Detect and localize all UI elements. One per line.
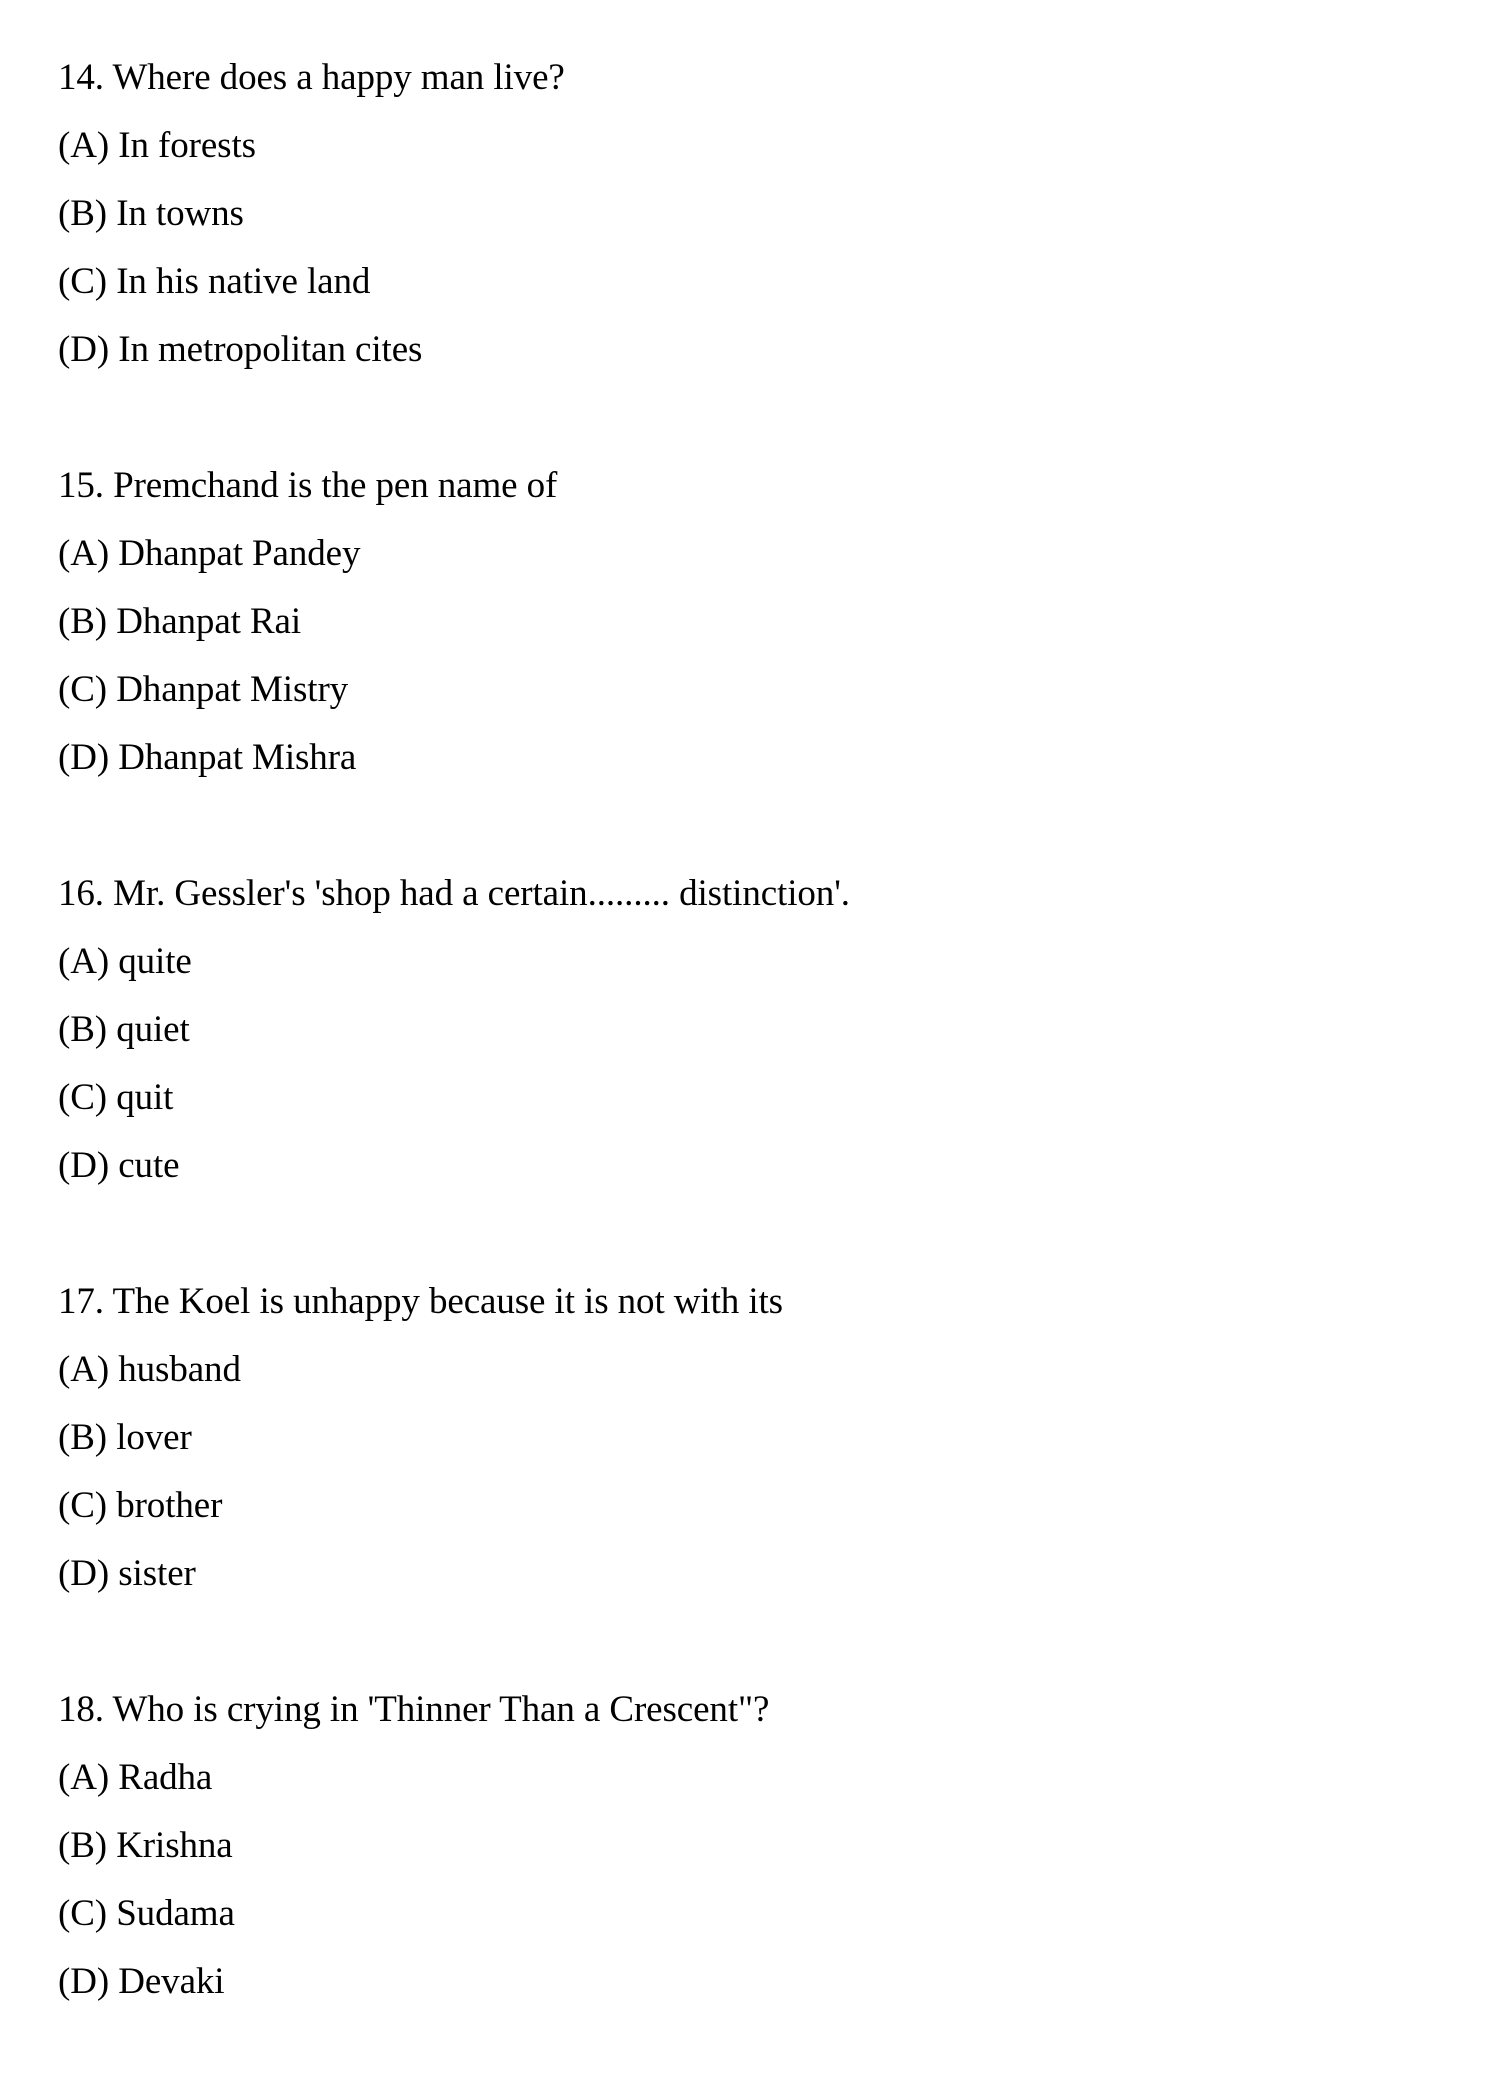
option-label: (C)	[58, 261, 108, 302]
question-number: 16.	[58, 873, 104, 914]
option-text: quite	[118, 941, 192, 982]
question-number: 15.	[58, 465, 104, 506]
question-prompt	[58, 452, 1505, 520]
option-text: brother	[116, 1485, 223, 1526]
option-text: In metropolitan cites	[118, 329, 423, 370]
option-text: In towns	[116, 193, 244, 234]
option-label: (A)	[58, 533, 110, 574]
question-16	[58, 860, 1505, 1200]
option-d	[58, 1540, 1505, 1608]
question-15	[58, 452, 1505, 792]
option-c	[58, 656, 1505, 724]
option-b	[58, 996, 1505, 1064]
question-18	[58, 1676, 1505, 2016]
option-text: sister	[118, 1553, 196, 1594]
option-text: Dhanpat Mistry	[116, 669, 349, 710]
option-label: (D)	[58, 1961, 110, 2002]
option-label: (D)	[58, 1553, 110, 1594]
option-text: quiet	[116, 1009, 190, 1050]
option-label: (A)	[58, 1757, 110, 1798]
option-text: In his native land	[116, 261, 371, 302]
option-label: (A)	[58, 125, 110, 166]
option-text: In forests	[118, 125, 256, 166]
option-text: quit	[116, 1077, 174, 1118]
option-c	[58, 1064, 1505, 1132]
option-label: (B)	[58, 1009, 108, 1050]
option-label: (D)	[58, 329, 110, 370]
option-text: Devaki	[118, 1961, 225, 2002]
option-a	[58, 1744, 1505, 1812]
option-text: husband	[118, 1349, 241, 1390]
option-label: (A)	[58, 941, 110, 982]
option-a	[58, 112, 1505, 180]
option-c	[58, 1880, 1505, 1948]
option-b	[58, 588, 1505, 656]
option-b	[58, 1404, 1505, 1472]
question-number: 14.	[58, 57, 104, 98]
option-a	[58, 1336, 1505, 1404]
question-17	[58, 1268, 1505, 1608]
option-c	[58, 248, 1505, 316]
option-a	[58, 928, 1505, 996]
option-text: cute	[118, 1145, 180, 1186]
option-label: (B)	[58, 1825, 108, 1866]
option-label: (D)	[58, 737, 110, 778]
question-prompt	[58, 1268, 1505, 1336]
option-d	[58, 316, 1505, 384]
question-prompt	[58, 44, 1505, 112]
option-d	[58, 724, 1505, 792]
option-label: (C)	[58, 669, 108, 710]
question-number: 17.	[58, 1281, 104, 1322]
option-text: Dhanpat Rai	[116, 601, 302, 642]
option-d	[58, 1132, 1505, 1200]
question-14	[58, 44, 1505, 384]
question-text: Who is crying in 'Thinner Than a Crescent"?	[112, 1689, 770, 1730]
option-c	[58, 1472, 1505, 1540]
question-prompt	[58, 860, 1505, 928]
option-a	[58, 520, 1505, 588]
option-b	[58, 180, 1505, 248]
option-label: (D)	[58, 1145, 110, 1186]
question-number: 18.	[58, 1689, 104, 1730]
option-label: (A)	[58, 1349, 110, 1390]
option-text: Dhanpat Mishra	[118, 737, 357, 778]
option-text: Krishna	[116, 1825, 233, 1866]
option-b	[58, 1812, 1505, 1880]
question-page	[58, 44, 1505, 2084]
question-prompt	[58, 1676, 1505, 1744]
question-text: Where does a happy man live?	[112, 57, 565, 98]
question-text: Premchand is the pen name of	[113, 465, 558, 506]
option-label: (C)	[58, 1077, 108, 1118]
option-label: (B)	[58, 193, 108, 234]
option-label: (C)	[58, 1485, 108, 1526]
question-text: Mr. Gessler's 'shop had a certain......... distinction'.	[113, 873, 850, 914]
option-label: (B)	[58, 601, 108, 642]
option-label: (C)	[58, 1893, 108, 1934]
option-text: Sudama	[116, 1893, 235, 1934]
option-d	[58, 1948, 1505, 2016]
question-text: The Koel is unhappy because it is not with its	[112, 1281, 783, 1322]
option-text: Radha	[118, 1757, 213, 1798]
option-text: Dhanpat Pandey	[118, 533, 361, 574]
option-text: lover	[116, 1417, 192, 1458]
option-label: (B)	[58, 1417, 108, 1458]
